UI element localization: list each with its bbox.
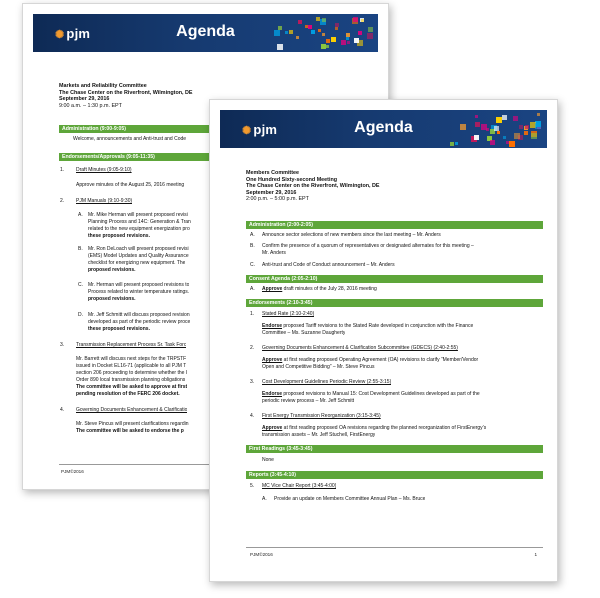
logo-mark-icon: ✺ <box>242 125 252 137</box>
mosaic-square <box>346 37 349 40</box>
meeting-header: Markets and Reliability Committee The Chase Center on the Riverfront, Wilmington, DE September 29, 2016 9:00 a.m. – 1:30 p.m. EPT <box>59 83 193 109</box>
item-number: 5. <box>250 483 255 489</box>
mosaic-square <box>335 27 338 30</box>
mosaic-square <box>502 115 507 120</box>
agenda-line: Mr. Anders <box>262 250 286 256</box>
agenda-line: these proposed revisions. <box>88 233 150 239</box>
mosaic-square <box>497 131 500 134</box>
page-number: 1 <box>534 552 537 557</box>
mosaic-square <box>322 33 325 36</box>
agenda-line: pending resolution of the FERC 206 docket. <box>76 391 180 397</box>
footer-copyright: PJM©2016 <box>250 552 273 557</box>
section-endorsements: Endorsements/Approvals (9:05-11:35) <box>59 153 374 161</box>
item-number: 1. <box>60 167 65 173</box>
agenda-line: these proposed revisions. <box>88 326 150 332</box>
sub-letter: A. <box>262 496 267 502</box>
agenda-line: checklist for energizing new equipment. The <box>88 260 186 266</box>
pjm-logo: ✺ pjm <box>55 26 91 41</box>
section-administration: Administration (2:00-2:05) <box>246 221 543 229</box>
mosaic-square <box>298 20 302 24</box>
agenda-line: section 206 proceeding to determine whether the I <box>76 370 188 376</box>
sub-letter: B. <box>250 243 255 249</box>
sub-letter: D. <box>78 312 83 318</box>
agenda-line: Process related to winter temperature ratings. <box>88 289 190 295</box>
meeting-header: Members Committee One Hundred Sixty-second Meeting The Chase Center on the Riverfront, Wilmington, DE September 29, 2016 2:00 p.m. – 5:00 p.m. EPT <box>246 170 380 203</box>
mosaic-square <box>519 125 523 129</box>
item-heading: MC Vice Chair Report (3:45-4:00) <box>262 483 337 489</box>
mosaic-square <box>346 33 350 37</box>
agenda-line: Anti-trust and Code of Conduct announcement – Mr. Anders <box>262 262 395 268</box>
mosaic-square <box>514 133 520 139</box>
agenda-line: proposed revisions. <box>88 296 136 302</box>
agenda-line: developed as part of the periodic review proce <box>88 319 191 325</box>
agenda-line: periodic review process – Mr. Jeff Schmitt <box>262 398 355 404</box>
section-administration: Administration (9:00-9:05) <box>59 125 374 133</box>
agenda-line: Announce sector selections of new members since the last meeting – Mr. Anders <box>262 232 441 238</box>
mosaic-square <box>503 136 506 139</box>
sub-letter: A. <box>250 232 255 238</box>
item-heading: Cost Development Guidelines Periodic Review (2:55-3:15) <box>262 379 392 385</box>
section-first-readings: First Readings (3:45-3:45) <box>246 445 543 453</box>
mosaic-square <box>318 29 321 32</box>
section-reports: Reports (3:45-4:10) <box>246 471 543 479</box>
mosaic-square <box>474 135 479 140</box>
item-heading: PJM Manuals (9:10-9:30) <box>76 198 133 204</box>
agenda-banner <box>33 14 378 52</box>
agenda-line: Approve at first reading proposed OA revisions regarding the planned reorganization of FirstEnergy’s <box>262 425 487 431</box>
mosaic-square <box>537 113 540 116</box>
mosaic-square <box>322 18 326 22</box>
item-heading: Transmission Replacement Process Sr. Task Forc <box>76 342 187 348</box>
item-heading: Governing Documents Enhancement & Clarification Subcommittee (GDECS) (2:40-2:55) <box>262 345 458 351</box>
mosaic-square <box>326 39 330 43</box>
item-heading: First Energy Transmission Reorganization (3:15-3:45) <box>262 413 381 419</box>
mosaic-square <box>524 131 528 135</box>
agenda-line: Open and Competitive Bidding” – Mr. Steve Pincus <box>262 364 375 370</box>
banner-title: Agenda <box>176 23 235 40</box>
agenda-line: Mr. Mike Herman will present proposed revisi <box>88 212 188 218</box>
sub-letter: C. <box>250 262 255 268</box>
mosaic-square <box>353 17 358 22</box>
agenda-line: Order 890 local transmission planning obligations <box>76 377 186 383</box>
agenda-line: related to the new equipment energization pro <box>88 226 190 232</box>
agenda-line: transmission assets – Mr. Jeff Stuchell, FirstEnergy <box>262 432 376 438</box>
mosaic-square <box>316 17 320 21</box>
agenda-line: Mr. Ron DeLoach will present proposed revisi <box>88 246 189 252</box>
mosaic-square <box>296 36 299 39</box>
agenda-banner <box>220 110 547 148</box>
agenda-line: None <box>262 457 274 463</box>
agenda-line: Mr. Steve Pincus will present clarifications regardin <box>76 421 189 427</box>
agenda-line: (EMS) Model Updates and Quality Assurance <box>88 253 189 259</box>
sub-letter: C. <box>78 282 83 288</box>
mosaic-square <box>335 23 339 27</box>
agenda-line: issued in Docket EL16-71 (applicable to all PJM T <box>76 363 187 369</box>
agenda-line: Mr. Barrett will discuss next steps for the TRPSTF <box>76 356 187 362</box>
item-heading: Draft Minutes (9:05-9:10) <box>76 167 132 173</box>
banner-title: Agenda <box>354 119 413 136</box>
agenda-line: The committee will be asked to endorse the p <box>76 428 184 434</box>
sub-letter: A. <box>250 286 255 292</box>
mosaic-square <box>358 31 362 35</box>
mosaic-square <box>277 44 283 50</box>
agenda-line: Approve draft minutes of the July 28, 2016 meeting <box>262 286 377 292</box>
mosaic-square <box>289 30 293 34</box>
agenda-line: Approve minutes of the August 25, 2016 meeting <box>76 182 185 188</box>
mosaic-square <box>321 44 326 49</box>
mosaic-square <box>285 31 288 34</box>
agenda-line: Endorse proposed revisions to Manual 15: Cost Development Guidelines developed as part of the <box>262 391 480 397</box>
mosaic-square <box>274 30 280 36</box>
mosaic-square <box>460 124 466 130</box>
agenda-line: Approve at first reading proposed Operating Agreement (OA) revisions to clarify “Member/Vendor <box>262 357 479 363</box>
agenda-line: Provide an update on Members Committee Annual Plan – Ms. Bruce <box>274 496 426 502</box>
agenda-line: Mr. Herman will present proposed revisions to <box>88 282 190 288</box>
mosaic-square <box>311 30 315 34</box>
section-endorsements: Endorsements (2:10-3:45) <box>246 299 543 307</box>
mosaic-square <box>450 142 454 146</box>
agenda-line: Planning Process and 14C: Generation & Tran <box>88 219 191 225</box>
mosaic-square <box>490 140 495 145</box>
front-agenda-page <box>209 99 558 582</box>
mosaic-square <box>475 122 480 127</box>
agenda-line: Mr. Jeff Schmitt will discuss proposed revision <box>88 312 190 318</box>
mosaic-square <box>531 133 537 139</box>
logo-mark-icon: ✺ <box>55 29 65 41</box>
agenda-line: Welcome, announcements and Anti-trust and Code <box>73 136 187 142</box>
item-number: 3. <box>60 342 65 348</box>
mosaic-square <box>347 41 350 44</box>
mosaic-square <box>486 128 489 131</box>
pjm-logo: ✺ pjm <box>242 122 278 137</box>
mosaic-square <box>513 116 518 121</box>
mosaic-square <box>455 142 458 145</box>
section-consent-agenda: Consent Agenda (2:05-2:10) <box>246 275 543 283</box>
footer-rule <box>246 547 543 548</box>
item-number: 3. <box>250 379 255 385</box>
agenda-line: proposed revisions. <box>88 267 136 273</box>
agenda-line: Committee – Ms. Suzanne Daugherty <box>262 330 346 336</box>
item-number: 4. <box>250 413 255 419</box>
item-heading: Stated Rate (2:10-2:40) <box>262 311 315 317</box>
item-number: 1. <box>250 311 255 317</box>
mosaic-square <box>361 19 364 22</box>
item-number: 4. <box>60 407 65 413</box>
mosaic-square <box>525 125 529 129</box>
mosaic-square <box>367 33 373 39</box>
item-heading: Governing Documents Enhancement & Clarificatio <box>76 407 188 413</box>
item-number: 2. <box>60 198 65 204</box>
mosaic-square <box>331 37 336 42</box>
sub-letter: A. <box>78 212 83 218</box>
agenda-line: Endorse proposed Tariff revisions to the Stated Rate developed in conjunction with the Finance <box>262 323 474 329</box>
agenda-line: Confirm the presence of a quorum of representatives or designated alternates for this meeting – <box>262 243 474 249</box>
mosaic-square <box>308 25 312 29</box>
sub-letter: B. <box>78 246 83 252</box>
footer-copyright: PJM©2016 <box>61 469 84 474</box>
mosaic-square <box>326 45 329 48</box>
mosaic-square <box>475 115 478 118</box>
mosaic-square <box>341 40 346 45</box>
agenda-line: The committee will be asked to approve at first <box>76 384 188 390</box>
mosaic-square <box>535 123 541 129</box>
mosaic-square <box>368 27 373 32</box>
mosaic-square <box>509 141 515 147</box>
item-number: 2. <box>250 345 255 351</box>
mosaic-square <box>354 38 359 43</box>
